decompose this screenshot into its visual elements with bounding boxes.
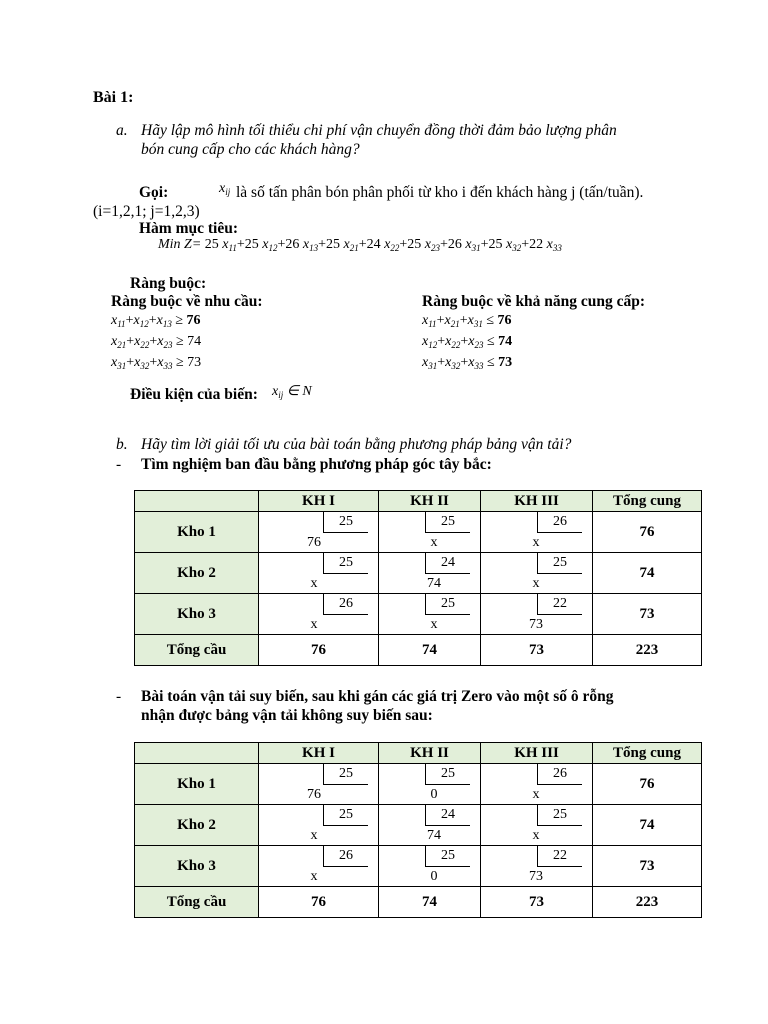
unit-cost: 25 — [425, 846, 470, 867]
demand-constraint-3 — [111, 354, 201, 375]
demand-total: 223 — [593, 887, 702, 918]
objective-function: Min Z= 25 $x_{11}+25$ $x_{12}+26$ $x_{13}+25$ $x_{21}+24$ $x_{22}+25$ $x_{23}+26$ $x_{31}+25$ $x_{32}+22$ $x_{33}$ — [158, 237, 562, 253]
constraint-subscript: 23 — [474, 340, 484, 350]
northwest-corner-table — [134, 490, 702, 666]
part-b-marker: b. — [116, 436, 128, 453]
plus-sign: + — [148, 313, 157, 328]
part-a-line2: bón cung cấp cho các khách hàng? — [141, 141, 360, 158]
constraint-variable: x — [111, 355, 118, 370]
objective-term — [359, 237, 400, 252]
allocation-cell — [481, 764, 593, 805]
table-row — [135, 594, 702, 635]
unit-cost: 24 — [425, 805, 470, 826]
constraint-subscript: 33 — [163, 361, 173, 371]
allocation-cell — [259, 553, 379, 594]
plus-sign: + — [236, 237, 245, 252]
plus-sign: + — [459, 313, 468, 328]
allocation-value: 73 — [529, 617, 543, 632]
constraint-subscript: 33 — [474, 361, 484, 371]
unit-cost: 25 — [537, 805, 582, 826]
objective-term — [440, 237, 481, 252]
plus-sign: + — [437, 334, 446, 349]
objective-term — [481, 237, 522, 252]
goi-label: Gọi: — [139, 184, 169, 201]
unit-cost: 25 — [425, 764, 470, 785]
allocation-value: x — [310, 576, 318, 591]
allocation-value: 73 — [529, 869, 543, 884]
objective-term — [205, 237, 237, 252]
bullet1-text: Tìm nghiệm ban đầu bằng phương pháp góc tây bắc: — [141, 456, 492, 473]
constraint-variable: x — [468, 355, 475, 370]
allocation-value: 0 — [430, 787, 438, 802]
constraint-subscript: 12 — [139, 319, 149, 329]
allocation-cell — [379, 594, 481, 635]
plus-sign: + — [480, 237, 489, 252]
allocation-value: x — [430, 535, 438, 550]
goi-range: (i=1,2,1; j=1,2,3) — [93, 203, 200, 220]
constraint-subscript: 13 — [162, 319, 172, 329]
table-row — [135, 512, 702, 553]
supply-total: 76 — [593, 512, 702, 553]
row-header: Tổng cầu — [135, 635, 259, 666]
constraint-variable: x — [445, 334, 452, 349]
supply-constraint-3 — [422, 354, 512, 375]
constraint-subscript: 31 — [428, 361, 438, 371]
goi-description: là số tấn phân bón phân phối từ kho i đến khách hàng j (tấn/tuần). — [236, 184, 644, 201]
row-header: Kho 1 — [135, 512, 259, 553]
column-header: KH II — [379, 743, 481, 764]
term-variable: x — [543, 237, 553, 252]
allocation-cell — [481, 512, 593, 553]
allocation-cell — [259, 594, 379, 635]
term-subscript: 11 — [228, 243, 237, 253]
constraint-variable: x — [422, 355, 429, 370]
non-degenerate-table — [134, 742, 702, 918]
plus-sign: + — [149, 334, 158, 349]
constraint-variable: x — [156, 313, 163, 328]
unit-cost: 26 — [537, 764, 582, 785]
objective-term — [521, 237, 562, 252]
demand-constraint-1 — [111, 312, 201, 333]
exercise-title: Bài 1: — [93, 89, 134, 106]
constraint-subscript: 32 — [140, 361, 150, 371]
allocation-cell — [481, 846, 593, 887]
unit-cost: 22 — [537, 846, 582, 867]
constraint-operator: ≤ — [483, 355, 499, 370]
allocation-cell — [259, 846, 379, 887]
unit-cost: 26 — [323, 594, 368, 615]
allocation-cell — [379, 764, 481, 805]
term-variable: x — [218, 237, 229, 252]
allocation-cell — [259, 512, 379, 553]
row-header: Tổng cầu — [135, 887, 259, 918]
term-subscript: 12 — [268, 243, 278, 253]
constraint-subscript: 31 — [473, 319, 483, 329]
constraint-variable: x — [134, 334, 141, 349]
term-coefficient: 25 — [244, 237, 259, 252]
constraint-subscript: 21 — [117, 340, 127, 350]
allocation-cell — [379, 805, 481, 846]
constraint-operator: ≥ — [171, 313, 187, 328]
table-row — [135, 764, 702, 805]
constraint-operator: ≤ — [483, 334, 499, 349]
constraint-subscript: 11 — [117, 319, 126, 329]
plus-sign: + — [460, 334, 469, 349]
term-coefficient: 25 — [204, 237, 219, 252]
objective-term — [318, 237, 359, 252]
supply-total: 74 — [593, 553, 702, 594]
demand-constraints-label: Ràng buộc về nhu cầu: — [111, 293, 263, 310]
constraints-label: Ràng buộc: — [130, 275, 207, 292]
allocation-value: 0 — [430, 869, 438, 884]
constraint-variable: x — [444, 313, 451, 328]
allocation-cell — [259, 805, 379, 846]
demand-total: 76 — [259, 635, 379, 666]
demand-total: 73 — [481, 635, 593, 666]
supply-total: 73 — [593, 846, 702, 887]
plus-sign: + — [126, 355, 135, 370]
constraint-subscript: 22 — [451, 340, 461, 350]
column-header: KH III — [481, 743, 593, 764]
goi-variable: $x_{ij}$ — [219, 181, 231, 197]
bullet2-line1: Bài toán vận tải suy biến, sau khi gán các giá trị Zero vào một số ô rỗng — [141, 688, 614, 705]
variable-condition-expr: $x_{ij}$ ∈ N — [272, 384, 312, 400]
allocation-cell — [379, 512, 481, 553]
term-variable: x — [258, 237, 269, 252]
table-row — [135, 805, 702, 846]
row-header: Kho 2 — [135, 553, 259, 594]
header-row — [135, 743, 702, 764]
constraint-rhs: 74 — [498, 334, 513, 349]
supply-total: 76 — [593, 764, 702, 805]
constraint-operator: ≥ — [172, 334, 188, 349]
constraint-variable: x — [157, 334, 164, 349]
part-a-marker: a. — [116, 122, 128, 139]
bullet2-line2: nhận được bảng vận tải không suy biến sau: — [141, 707, 433, 724]
row-header: Kho 3 — [135, 846, 259, 887]
part-a-line1: Hãy lập mô hình tối thiểu chi phí vận chuyển đồng thời đảm bảo lượng phân — [141, 122, 617, 139]
term-variable: x — [299, 237, 310, 252]
column-header: Tổng cung — [593, 491, 702, 512]
allocation-value: x — [532, 787, 540, 802]
variable-condition-label: Điều kiện của biến: — [130, 386, 258, 403]
part-b-text: Hãy tìm lời giải tối ưu của bài toán bằng phương pháp bảng vận tải? — [141, 436, 572, 453]
allocation-cell — [379, 553, 481, 594]
allocation-value: x — [310, 617, 318, 632]
plus-sign: + — [149, 355, 158, 370]
unit-cost: 25 — [323, 512, 368, 533]
constraint-variable: x — [134, 355, 141, 370]
term-subscript: 13 — [309, 243, 319, 253]
term-variable: x — [421, 237, 431, 252]
unit-cost: 25 — [537, 553, 582, 574]
plus-sign: + — [399, 237, 408, 252]
term-coefficient: 25 — [326, 237, 341, 252]
column-header — [135, 743, 259, 764]
unit-cost: 25 — [323, 764, 368, 785]
unit-cost: 26 — [323, 846, 368, 867]
term-subscript: 21 — [349, 243, 359, 253]
plus-sign: + — [521, 237, 530, 252]
supply-total: 74 — [593, 805, 702, 846]
plus-sign: + — [318, 237, 327, 252]
bullet2-dash: - — [116, 688, 122, 705]
column-header: KH III — [481, 491, 593, 512]
constraint-subscript: 32 — [451, 361, 461, 371]
column-header: Tổng cung — [593, 743, 702, 764]
objective-label: Hàm mục tiêu: — [139, 220, 239, 237]
constraint-variable: x — [445, 355, 452, 370]
unit-cost: 25 — [323, 553, 368, 574]
plus-sign: + — [460, 355, 469, 370]
term-subscript: 23 — [430, 243, 440, 253]
constraint-variable: x — [111, 334, 118, 349]
header-row — [135, 491, 702, 512]
allocation-value: x — [310, 828, 318, 843]
plus-sign: + — [126, 334, 135, 349]
supply-constraint-1 — [422, 312, 512, 333]
term-variable: x — [380, 237, 391, 252]
allocation-cell — [259, 764, 379, 805]
plus-sign: + — [439, 237, 448, 252]
constraint-variable: x — [467, 313, 474, 328]
constraint-variable: x — [111, 313, 118, 328]
constraint-rhs: 73 — [187, 355, 202, 370]
unit-cost: 25 — [323, 805, 368, 826]
plus-sign: + — [358, 237, 367, 252]
demand-constraint-2 — [111, 333, 201, 354]
table-row — [135, 846, 702, 887]
term-coefficient: 24 — [366, 237, 381, 252]
demand-total: 74 — [379, 635, 481, 666]
constraint-subscript: 22 — [140, 340, 150, 350]
allocation-value: x — [310, 869, 318, 884]
plus-sign: + — [125, 313, 134, 328]
constraint-rhs: 76 — [186, 313, 201, 328]
column-header — [135, 491, 259, 512]
unit-cost: 24 — [425, 553, 470, 574]
constraint-subscript: 31 — [117, 361, 127, 371]
plus-sign: + — [436, 313, 445, 328]
constraint-subscript: 23 — [163, 340, 173, 350]
constraint-variable: x — [157, 355, 164, 370]
allocation-value: 74 — [427, 828, 441, 843]
unit-cost: 26 — [537, 512, 582, 533]
supply-constraints — [422, 312, 512, 375]
allocation-value: 76 — [307, 787, 321, 802]
unit-cost: 25 — [425, 512, 470, 533]
unit-cost: 25 — [425, 594, 470, 615]
term-subscript: 32 — [512, 243, 522, 253]
objective-term — [399, 237, 440, 252]
term-subscript: 22 — [390, 243, 400, 253]
supply-constraints-label: Ràng buộc về khả năng cung cấp: — [422, 293, 646, 310]
demand-constraints — [111, 312, 201, 375]
row-header: Kho 3 — [135, 594, 259, 635]
term-subscript: 33 — [552, 243, 562, 253]
constraint-rhs: 74 — [187, 334, 202, 349]
constraint-variable: x — [422, 334, 429, 349]
allocation-value: x — [532, 828, 540, 843]
allocation-value: 76 — [307, 535, 321, 550]
bullet1-dash: - — [116, 456, 122, 473]
allocation-cell — [481, 594, 593, 635]
plus-sign: + — [277, 237, 286, 252]
term-coefficient: 26 — [447, 237, 462, 252]
allocation-cell — [379, 846, 481, 887]
objective-term — [277, 237, 318, 252]
constraint-operator: ≥ — [172, 355, 188, 370]
demand-row — [135, 887, 702, 918]
term-coefficient: 26 — [285, 237, 300, 252]
allocation-value: x — [532, 535, 540, 550]
demand-row — [135, 635, 702, 666]
constraint-variable: x — [468, 334, 475, 349]
column-header: KH I — [259, 491, 379, 512]
demand-total: 76 — [259, 887, 379, 918]
constraint-rhs: 76 — [497, 313, 512, 328]
plus-sign: + — [437, 355, 446, 370]
column-header: KH II — [379, 491, 481, 512]
row-header: Kho 2 — [135, 805, 259, 846]
constraint-operator: ≤ — [482, 313, 498, 328]
term-variable: x — [502, 237, 513, 252]
allocation-value: 74 — [427, 576, 441, 591]
row-header: Kho 1 — [135, 764, 259, 805]
constraint-rhs: 73 — [498, 355, 513, 370]
term-subscript: 31 — [471, 243, 481, 253]
constraint-subscript: 21 — [450, 319, 460, 329]
constraint-variable: x — [133, 313, 140, 328]
constraint-subscript: 11 — [428, 319, 437, 329]
term-coefficient: 22 — [529, 237, 544, 252]
allocation-value: x — [532, 576, 540, 591]
supply-total: 73 — [593, 594, 702, 635]
table-row — [135, 553, 702, 594]
allocation-value: x — [430, 617, 438, 632]
term-variable: x — [340, 237, 350, 252]
constraint-subscript: 12 — [428, 340, 438, 350]
objective-term — [237, 237, 278, 252]
constraint-variable: x — [422, 313, 429, 328]
supply-constraint-2 — [422, 333, 512, 354]
column-header: KH I — [259, 743, 379, 764]
demand-total: 74 — [379, 887, 481, 918]
term-coefficient: 25 — [407, 237, 422, 252]
allocation-cell — [481, 553, 593, 594]
term-coefficient: 25 — [488, 237, 503, 252]
demand-total: 223 — [593, 635, 702, 666]
allocation-cell — [481, 805, 593, 846]
demand-total: 73 — [481, 887, 593, 918]
unit-cost: 22 — [537, 594, 582, 615]
term-variable: x — [461, 237, 472, 252]
